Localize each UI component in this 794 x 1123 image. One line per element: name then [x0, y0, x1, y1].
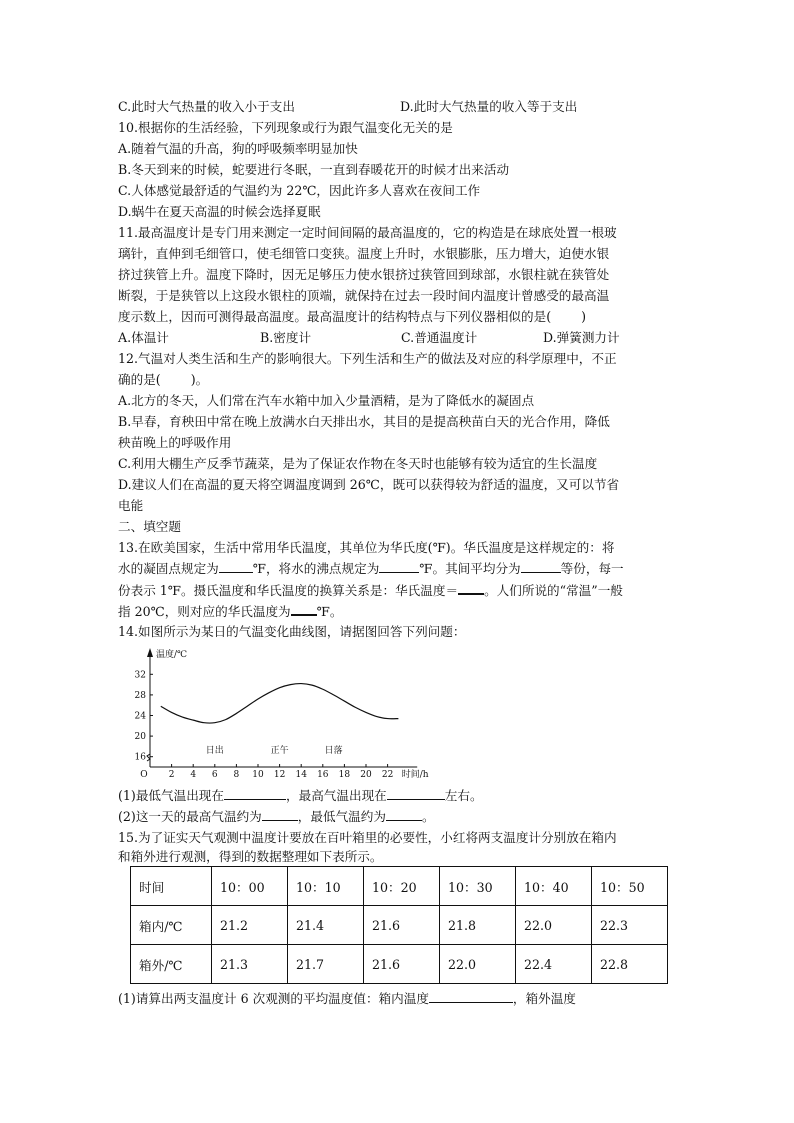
q13-blank-freezing-point[interactable] — [219, 560, 253, 573]
x-tick-label: 10 — [252, 770, 264, 780]
x-tick-label: 2 — [168, 770, 175, 780]
q12-line-2 — [118, 371, 208, 388]
q14-sub-2 — [118, 808, 435, 825]
q11-option-c: C.普通温度计 — [401, 330, 478, 345]
q14-text-2b: ，最低气温约为 — [297, 809, 386, 824]
temperature-curve — [161, 684, 399, 724]
table-cell: 10：00 — [212, 867, 288, 906]
q13-line-3 — [118, 581, 623, 599]
q15-sub-1 — [118, 990, 576, 1007]
q14-text-2c: 。 — [421, 809, 435, 824]
table-cell: 21.6 — [364, 906, 440, 945]
chart-annotation: 正午 — [270, 746, 289, 756]
table-cell: 22.0 — [440, 945, 516, 984]
x-tick-label: 18 — [338, 770, 351, 780]
chart-annotation: 日出 — [205, 746, 224, 756]
table-cell: 10：10 — [288, 867, 364, 906]
table-cell: 箱外/℃ — [131, 945, 212, 984]
q11-line-3: 挤过狭管上升。温度下降时，因无足够压力使水银挤过狭管回到球部，水银柱就在狭管处 — [118, 267, 610, 282]
section-heading-fill-in: 二、填空题 — [118, 519, 181, 534]
q14-text-2a: (2)这一天的最高气温约为 — [118, 809, 262, 824]
q13-text-3b: 。人们所说的“常温”一般 — [484, 583, 623, 598]
q15-text-1b: ，箱外温度 — [512, 991, 576, 1006]
q12-option-b-line-1: B.早春，育秧田中常在晚上放满水白天排出水，其目的是提高秧苗白天的光合作用，降低 — [118, 414, 610, 429]
q13-blank-room-temp[interactable] — [291, 602, 317, 616]
q13-text-2c: ℉。其间平均分为 — [419, 561, 521, 576]
table-cell: 21.8 — [440, 906, 516, 945]
y-tick-label: 24 — [134, 711, 146, 722]
q13-blank-divisions[interactable] — [521, 560, 561, 573]
y-axis-label: 温度/℃ — [156, 650, 188, 660]
table-cell: 10：50 — [592, 867, 668, 906]
q14-sub-1 — [118, 787, 483, 804]
q11-line-5-text: 度示数上，因而可测得最高温度。最高温度计的结构特点与下列仪器相似的是( — [118, 309, 552, 324]
observation-table — [130, 866, 668, 984]
q12-answer-paren: )。 — [190, 372, 209, 387]
table-cell: 10：20 — [364, 867, 440, 906]
table-cell: 22.4 — [516, 945, 592, 984]
q15-line-2: 和箱外进行观测，得到的数据整理如下表所示。 — [118, 849, 383, 864]
q15-text-1a: (1)请算出两支温度计 6 次观测的平均温度值：箱内温度 — [118, 991, 429, 1006]
q10-option-c: C.人体感觉最舒适的气温约为 22℃，因此许多人喜欢在夜间工作 — [118, 183, 481, 198]
y-tick-label: 16 — [134, 752, 146, 763]
q13-blank-boiling-point[interactable] — [379, 560, 419, 573]
q13-text-4a: 指 20℃，则对应的华氏温度为 — [118, 604, 291, 619]
q15-blank-inside-avg[interactable] — [429, 990, 513, 1003]
q11-line-1: 11.最高温度计是专门用来测定一定时间间隔的最高温度的，它的构造是在球底处置一根玻 — [118, 225, 617, 240]
table-cell: 10：40 — [516, 867, 592, 906]
q14-blank-max-time[interactable] — [387, 787, 445, 800]
q10-stem: 10.根据你的生活经验，下列现象或行为跟气温变化无关的是 — [118, 120, 453, 135]
q11-line-4: 断裂，于是狭管以上这段水银柱的顶端，就保持在过去一段时间内温度计曾感受的最高温 — [118, 288, 610, 303]
q15-line-1: 15.为了证实天气观测中温度计要放在百叶箱里的必要性，小红将两支温度计分别放在箱内 — [118, 830, 617, 845]
q13-line-1: 13.在欧美国家，生活中常用华氏温度，其单位为华氏度(℉)。华氏温度是这样规定的：将 — [118, 540, 615, 555]
x-tick-label: 20 — [360, 770, 372, 780]
table-cell: 21.7 — [288, 945, 364, 984]
x-tick-label: 8 — [233, 770, 240, 780]
q11-answer-paren: ) — [581, 309, 587, 324]
table-cell: 22.0 — [516, 906, 592, 945]
chart-annotation: 日落 — [324, 746, 343, 756]
q13-text-2a: 水的凝固点规定为 — [118, 561, 219, 576]
temperature-chart — [120, 643, 429, 783]
y-tick-label: 28 — [134, 690, 146, 701]
q14-blank-max-temp[interactable] — [262, 808, 298, 821]
q10-option-b: B.冬天到来的时候，蛇要进行冬眠，一直到春暖花开的时候才出来活动 — [118, 162, 510, 177]
table-cell: 箱内/℃ — [131, 906, 212, 945]
table-row — [131, 906, 668, 945]
q14-text-1c: 左右。 — [444, 788, 483, 803]
x-tick-label: 14 — [295, 770, 307, 780]
q13-text-2b: ℉，将水的沸点规定为 — [252, 561, 380, 576]
table-cell: 21.2 — [212, 906, 288, 945]
table-cell: 10：30 — [440, 867, 516, 906]
q12-line-2-text: 确的是( — [118, 372, 161, 387]
table-row — [131, 945, 668, 984]
table-cell: 22.3 — [592, 906, 668, 945]
q10-option-a: A.随着气温的升高，狗的呼吸频率明显加快 — [118, 141, 358, 156]
q11-line-5 — [118, 308, 586, 325]
table-header-row — [131, 867, 668, 906]
x-axis-label: 时间/h — [401, 770, 429, 780]
y-tick-label: 20 — [134, 732, 146, 743]
q12-option-d-line-1: D.建议人们在高温的夏天将空调温度调到 26℃，既可以获得较为舒适的温度，又可以节省 — [118, 477, 620, 492]
q14-blank-min-temp[interactable] — [386, 808, 422, 821]
q11-line-2: 璃针，直伸到毛细管口，使毛细管口变狭。温度上升时，水银膨胀，压力增大，迫使水银 — [118, 246, 610, 261]
q13-blank-conversion[interactable] — [458, 581, 484, 595]
q11-option-d: D.弹簧测力计 — [543, 330, 620, 345]
q9-option-c: C.此时大气热量的收入小于支出 — [118, 99, 295, 114]
q13-text-4b: ℉。 — [316, 604, 343, 619]
x-tick-label: 6 — [211, 770, 218, 780]
q14-text-1b: ，最高气温出现在 — [286, 788, 387, 803]
table-cell: 时间 — [131, 867, 212, 906]
x-tick-label: 22 — [381, 770, 394, 780]
x-tick-label: 16 — [317, 770, 329, 780]
table-cell: 21.6 — [364, 945, 440, 984]
q9-option-d: D.此时大气热量的收入等于支出 — [400, 99, 578, 114]
q12-option-b-line-2: 秧苗晚上的呼吸作用 — [118, 435, 232, 450]
q12-option-d-line-2: 电能 — [118, 498, 144, 513]
q10-option-d: D.蜗牛在夏天高温的时候会选择夏眠 — [118, 204, 321, 219]
q12-line-1: 12.气温对人类生活和生产的影响很大。下列生活和生产的做法及对应的科学原理中，不正 — [118, 351, 617, 366]
q14-blank-min-time[interactable] — [224, 787, 286, 800]
q12-option-a: A.北方的冬天，人们常在汽车水箱中加入少量酒精，是为了降低水的凝固点 — [118, 393, 535, 408]
q12-option-c: C.利用大棚生产反季节蔬菜，是为了保证农作物在冬天时也能够有较为适宜的生长温度 — [118, 456, 598, 471]
origin-label: O — [140, 770, 148, 780]
q14-text-1a: (1)最低气温出现在 — [118, 788, 224, 803]
q11-option-b: B.密度计 — [260, 330, 312, 345]
q13-line-4 — [118, 602, 342, 620]
x-tick-label: 12 — [273, 770, 286, 780]
table-cell: 21.4 — [288, 906, 364, 945]
q13-text-3a: 份表示 1℉。摄氏温度和华氏温度的换算关系是：华氏温度＝ — [118, 583, 459, 598]
q13-text-2d: 等份，每一 — [560, 561, 624, 576]
y-axis-arrow — [147, 648, 153, 657]
table-cell: 22.8 — [592, 945, 668, 984]
table-cell: 21.3 — [212, 945, 288, 984]
q14-stem: 14.如图所示为某日的气温变化曲线图，请据图回答下列问题： — [118, 624, 466, 639]
y-tick-label: 32 — [134, 670, 146, 681]
q11-option-a: A.体温计 — [118, 330, 169, 345]
x-tick-label: 4 — [190, 770, 197, 780]
q13-line-2 — [118, 560, 624, 577]
